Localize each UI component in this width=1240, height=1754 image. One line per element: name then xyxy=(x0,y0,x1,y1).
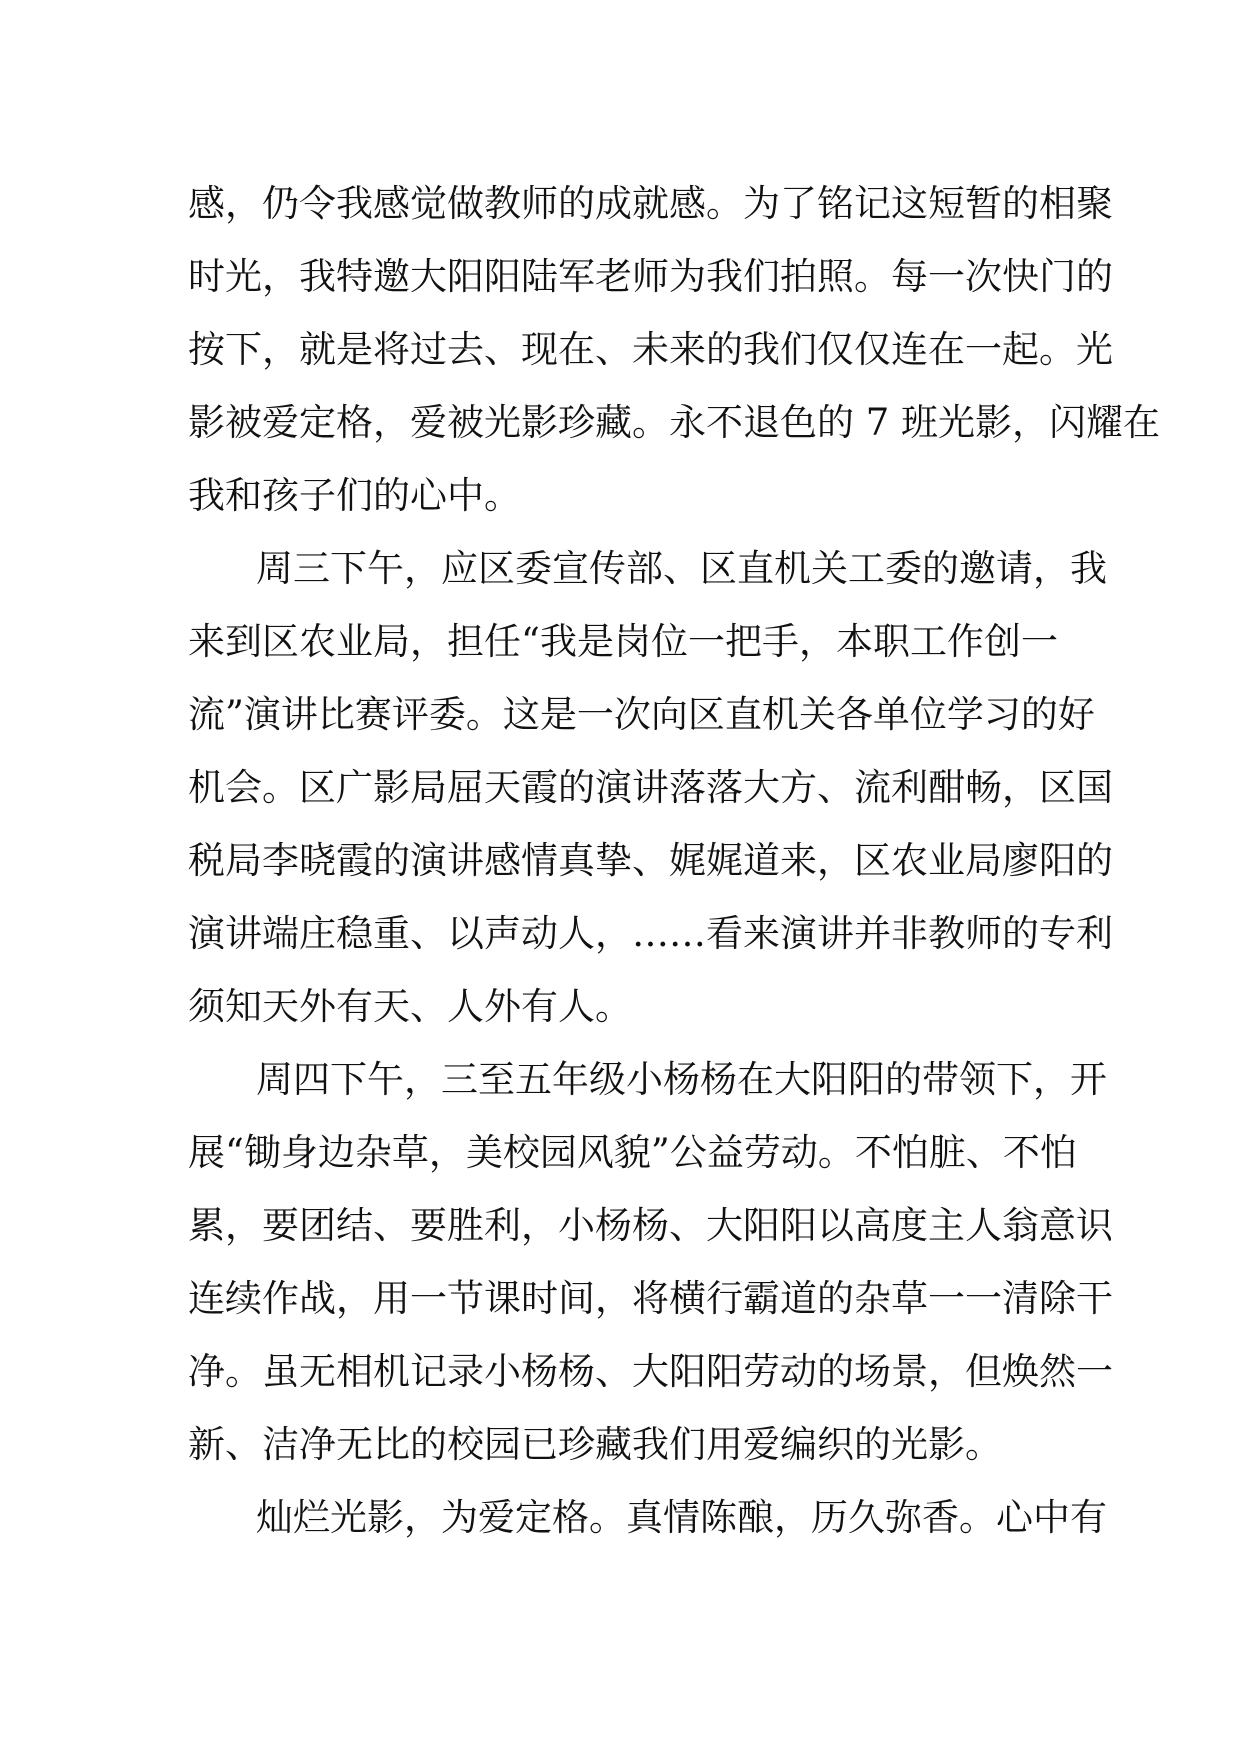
paragraph-4 xyxy=(188,1481,1107,1554)
text-line: 演讲端庄稳重、以声动人，……看来演讲并非教师的专利 xyxy=(188,912,1113,955)
text-line: 净。虽无相机记录小杨杨、大阳阳劳动的场景，但焕然一 xyxy=(188,1350,1113,1393)
text-line: 须知天外有天、人外有人。 xyxy=(188,985,632,1028)
text-line: 影被爱定格，爱被光影珍藏。永不退色的 7 班光影，闪耀在 xyxy=(188,401,1161,444)
text-line: 流”演讲比赛评委。这是一次向区直机关各单位学习的好 xyxy=(188,693,1095,736)
text-line: 感，仍令我感觉做教师的成就感。为了铭记这短暂的相聚 xyxy=(188,182,1113,225)
text-line: 累，要团结、要胜利，小杨杨、大阳阳以高度主人翁意识 xyxy=(188,1204,1113,1247)
text-line: 税局李晓霞的演讲感情真挚、娓娓道来，区农业局廖阳的 xyxy=(188,839,1113,882)
text-line: 机会。区广影局屈天霞的演讲落落大方、流利酣畅，区国 xyxy=(188,766,1113,809)
text-line: 周四下午，三至五年级小杨杨在大阳阳的带领下，开 xyxy=(256,1058,1107,1101)
text-line: 展“锄身边杂草，美校园风貌”公益劳动。不怕脏、不怕 xyxy=(188,1131,1077,1174)
text-line: 按下，就是将过去、现在、未来的我们仅仅连在一起。光 xyxy=(188,328,1113,371)
text-line: 连续作战，用一节课时间，将横行霸道的杂草一一清除干 xyxy=(188,1277,1113,1320)
paragraph-2 xyxy=(188,532,1113,1043)
paragraph-3 xyxy=(188,1043,1113,1481)
text-line: 新、洁净无比的校园已珍藏我们用爱编织的光影。 xyxy=(188,1423,1002,1466)
paragraph-1 xyxy=(188,167,1161,532)
text-line: 时光，我特邀大阳阳陆军老师为我们拍照。每一次快门的 xyxy=(188,255,1113,298)
text-line: 灿烂光影，为爱定格。真情陈酿，历久弥香。心中有 xyxy=(256,1496,1107,1539)
text-line: 周三下午，应区委宣传部、区直机关工委的邀请，我 xyxy=(256,547,1107,590)
text-line: 来到区农业局，担任“我是岗位一把手，本职工作创一 xyxy=(188,620,1058,663)
document-body xyxy=(188,167,1161,1554)
text-line: 我和孩子们的心中。 xyxy=(188,474,521,517)
